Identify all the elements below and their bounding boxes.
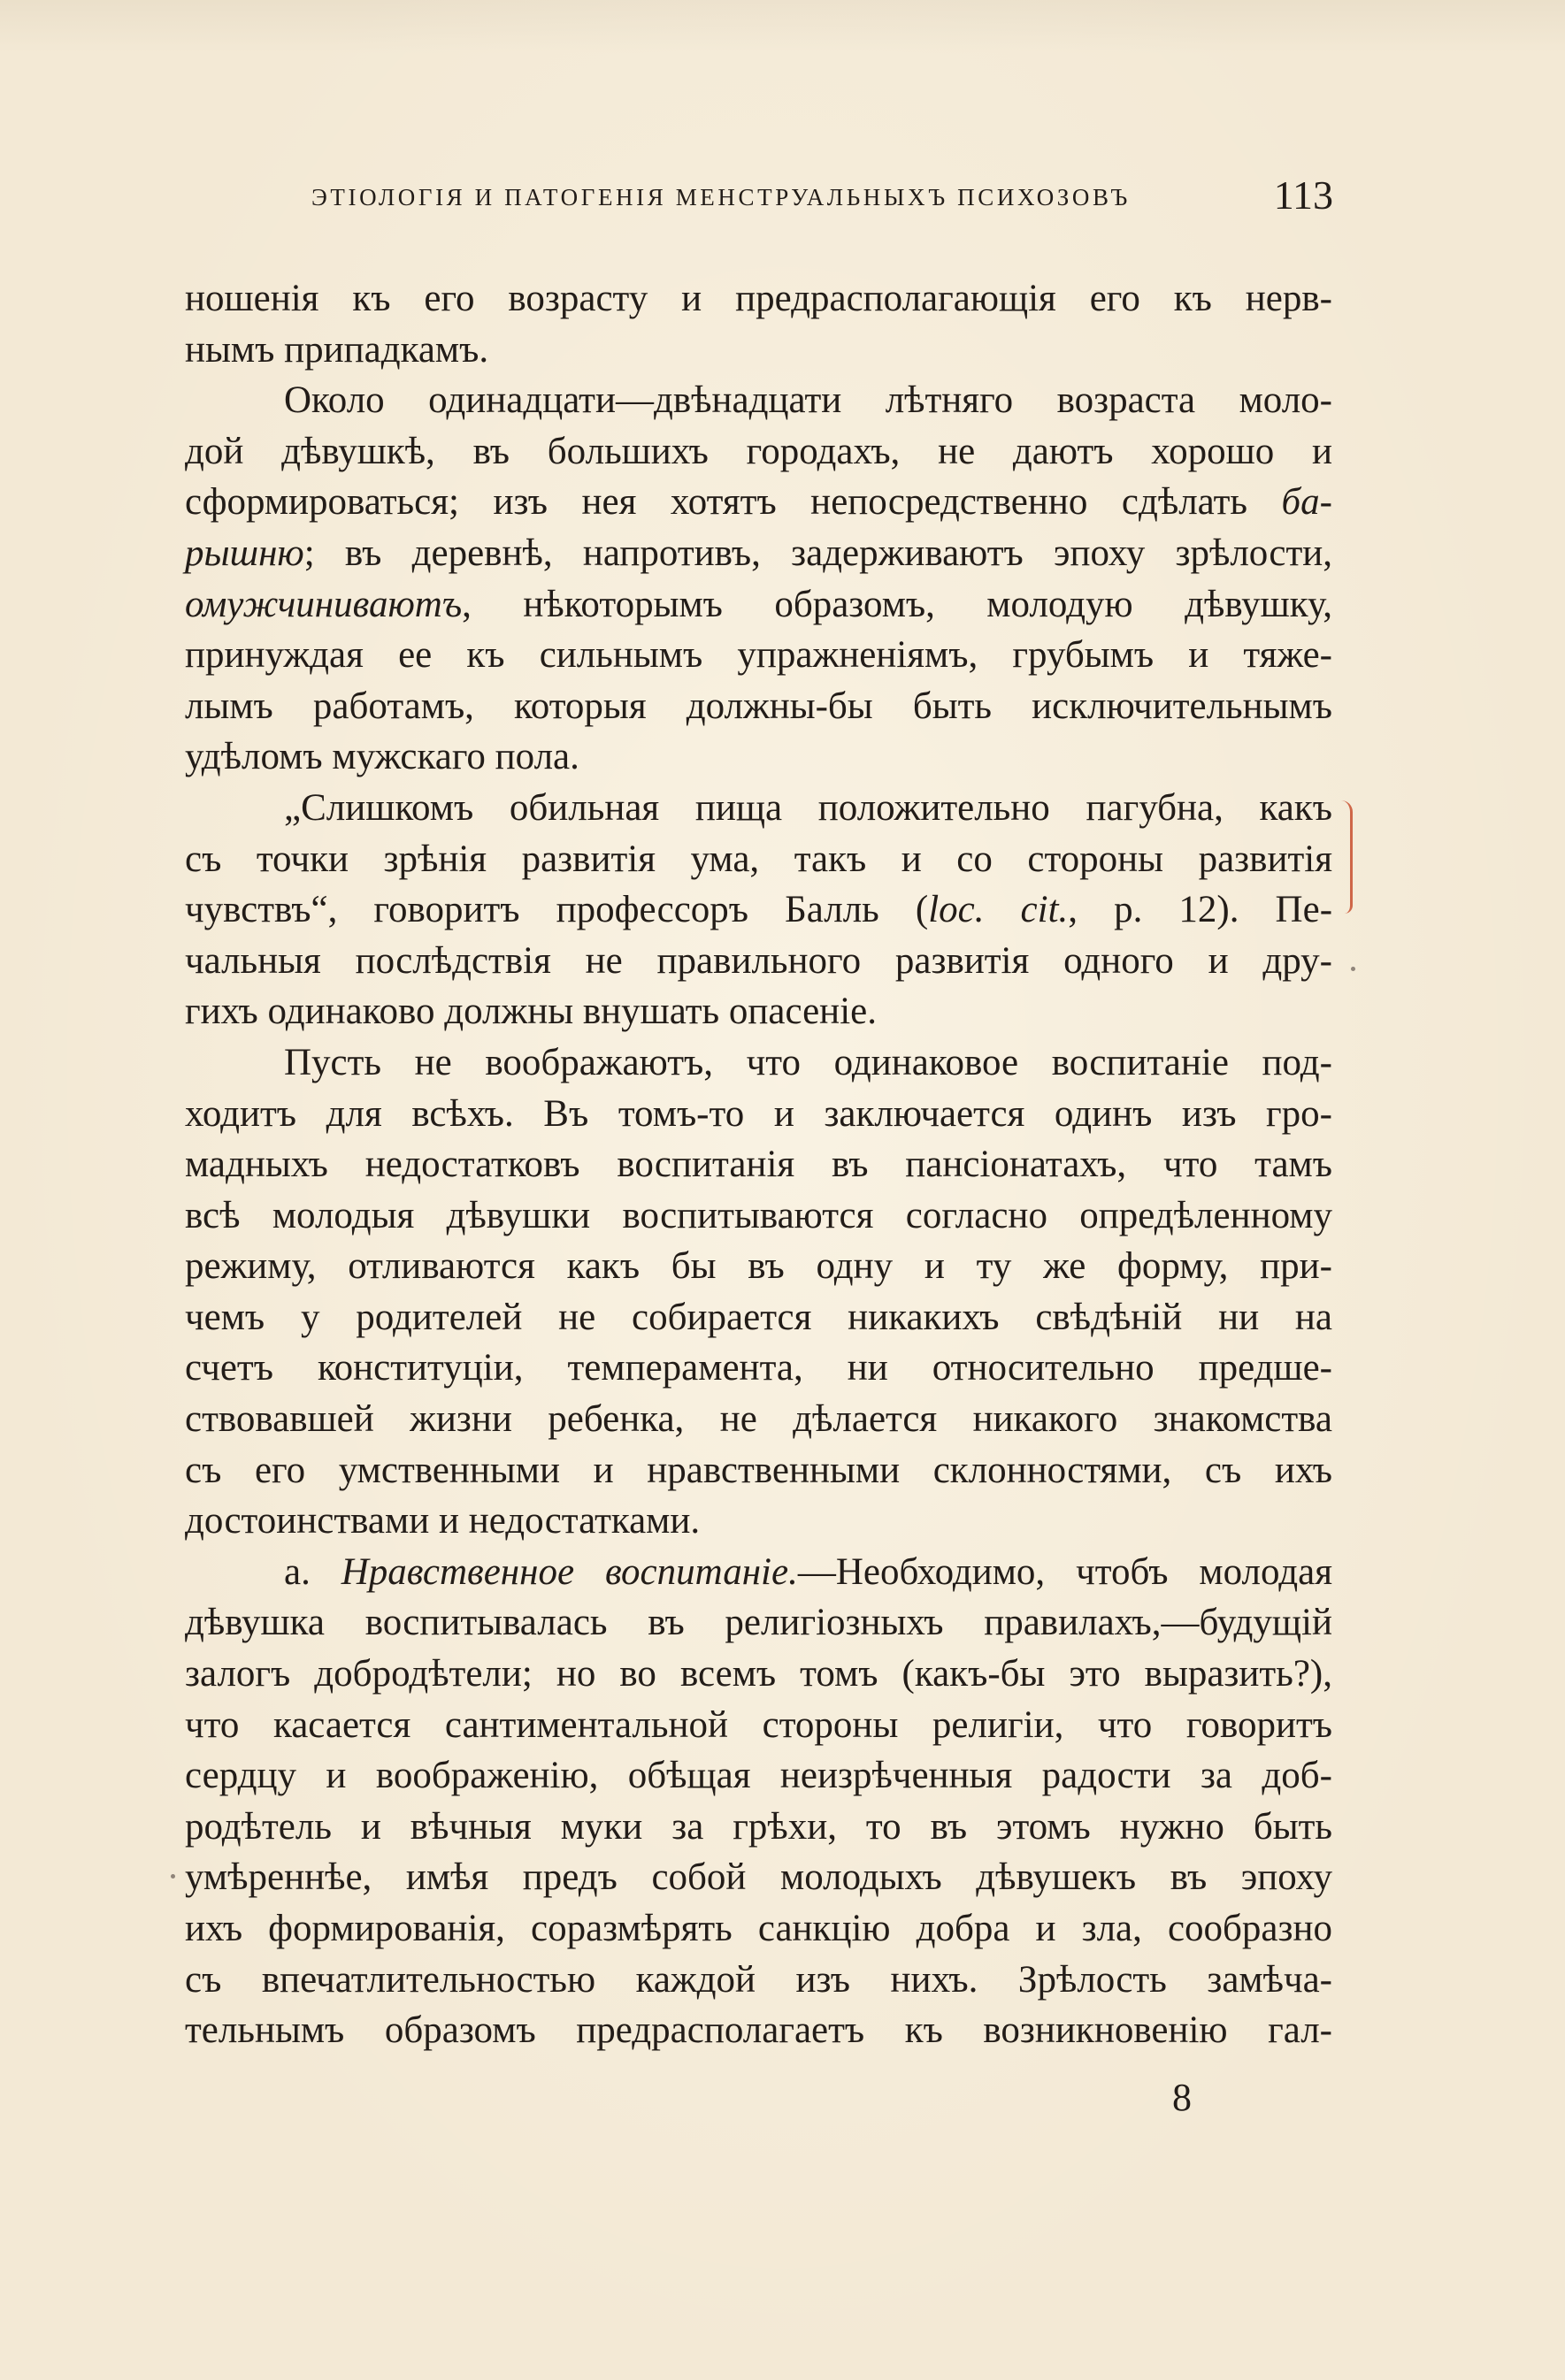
- body-text: [185, 273, 1332, 2056]
- margin-pencil-mark: [1341, 800, 1353, 914]
- text-segment: ходитъ для всѣхъ. Въ томъ-то и заключается одинъ изъ гро-: [185, 1092, 1332, 1135]
- text-line: [185, 884, 1332, 936]
- text-line: [185, 273, 1332, 325]
- text-line: [185, 1802, 1332, 1853]
- text-line: [185, 681, 1332, 732]
- signature-mark: 8: [1172, 2076, 1192, 2119]
- text-line: [185, 783, 1332, 834]
- text-line: [185, 1037, 1332, 1089]
- text-line: [185, 1700, 1332, 1751]
- text-segment: всѣ молодыя дѣвушки воспитываются согласно опредѣленному: [185, 1194, 1332, 1236]
- text-line: [185, 1139, 1332, 1190]
- text-segment: режиму, отливаются какъ бы въ одну и ту же форму, при-: [185, 1245, 1332, 1288]
- text-segment: принуждая ее къ сильнымъ упражненіямъ, грубымъ и тяже-: [185, 634, 1332, 677]
- text-segment: ; въ деревнѣ, напротивъ, задерживаютъ эпоху зрѣлости,: [303, 532, 1332, 574]
- text-line: [185, 1089, 1332, 1140]
- text-line: [185, 1445, 1332, 1496]
- text-segment: —Необходимо, чтобъ молодая: [797, 1550, 1332, 1593]
- text-segment: дѣвушка воспитывалась въ религіозныхъ правилахъ,—будущій: [185, 1602, 1332, 1644]
- paragraph: [185, 1037, 1332, 1547]
- text-line: [185, 2005, 1332, 2056]
- text-line: [185, 936, 1332, 987]
- text-line: [185, 1241, 1332, 1292]
- text-line: [185, 1190, 1332, 1242]
- text-segment: мадныхъ недостатковъ воспитанія въ пансіонатахъ, что тамъ: [185, 1144, 1332, 1186]
- text-line: [185, 1955, 1332, 2006]
- text-line: [185, 528, 1332, 579]
- text-line: [185, 834, 1332, 885]
- text-segment: чальныя послѣдствія не правильного развитія одного и дру-: [185, 939, 1332, 982]
- text-segment: родѣтель и вѣчныя муки за грѣхи, то въ этомъ нужно быть: [185, 1805, 1332, 1848]
- text-segment: ствовавшей жизни ребенка, не дѣлается никакого знакомства: [185, 1398, 1332, 1441]
- text-segment: сердцу и воображенію, обѣщая неизрѣченныя радости за доб-: [185, 1755, 1332, 1797]
- text-segment: Около одинадцати—двѣнадцати лѣтняго возраста моло-: [284, 379, 1332, 422]
- text-segment: ихъ формированія, соразмѣрять санкцію добра и зла, сообразно: [185, 1908, 1332, 1949]
- text-segment: съ впечатлительностью каждой изъ нихъ. Зрѣлость замѣча-: [185, 1958, 1332, 2001]
- text-line: [185, 325, 1332, 376]
- text-segment: залогъ добродѣтели; но во всемъ томъ (какъ-бы это выразить?),: [185, 1653, 1332, 1695]
- text-segment: тельнымъ образомъ предрасполагаетъ къ возникновенію гал-: [185, 2009, 1332, 2052]
- paragraph: [185, 783, 1332, 1037]
- margin-speck: [171, 1874, 175, 1879]
- text-segment: „Слишкомъ обильная пища положительно пагубна, какъ: [284, 786, 1332, 829]
- text-line: [185, 477, 1332, 528]
- text-segment: удѣломъ мужскаго пола.: [185, 736, 579, 778]
- italic-segment: омужчиниваютъ: [185, 583, 463, 625]
- italic-segment: рышню: [185, 532, 304, 574]
- text-line: [185, 986, 1332, 1037]
- text-line: [185, 1649, 1332, 1700]
- text-segment: гихъ одинаково должны внушать опасеніе.: [185, 991, 877, 1033]
- text-segment: а.: [284, 1550, 341, 1593]
- italic-segment: loc. cit.: [928, 889, 1069, 931]
- text-segment: умѣреннѣе, имѣя предъ собой молодыхъ дѣвушекъ въ эпоху: [185, 1856, 1332, 1899]
- text-segment: чемъ у родителей не собирается никакихъ свѣдѣній ни на: [185, 1296, 1332, 1338]
- text-segment: чувствъ“, говоритъ профессоръ Балль (: [185, 889, 929, 931]
- text-line: [185, 426, 1332, 478]
- italic-segment: ба-: [1281, 481, 1332, 524]
- text-segment: нымъ припадкамъ.: [185, 328, 489, 371]
- text-line: [185, 1496, 1332, 1547]
- paragraph: [185, 1547, 1332, 2056]
- text-line: [185, 375, 1332, 426]
- text-segment: лымъ работамъ, которыя должны-бы быть исключительнымъ: [185, 685, 1332, 727]
- text-segment: счетъ конституціи, темперамента, ни относительно предше-: [185, 1347, 1332, 1389]
- text-line: [185, 731, 1332, 783]
- text-segment: достоинствами и недостатками.: [185, 1500, 701, 1542]
- text-line: [185, 1394, 1332, 1445]
- paragraph: [185, 273, 1332, 375]
- text-segment: ношенія къ его возрасту и предрасполагающія его къ нерв-: [185, 278, 1332, 319]
- text-line: [185, 1597, 1332, 1649]
- text-segment: что касается сантиментальной стороны религіи, что говоритъ: [185, 1703, 1332, 1746]
- text-segment: , нѣкоторымъ образомъ, молодую дѣвушку,: [462, 583, 1332, 625]
- italic-segment: Нравственное воспитаніе.: [341, 1550, 798, 1593]
- paragraph: [185, 375, 1332, 783]
- text-line: [185, 1343, 1332, 1394]
- text-line: [185, 630, 1332, 681]
- text-line: [185, 1750, 1332, 1802]
- text-segment: съ его умственными и нравственными склонностями, съ ихъ: [185, 1449, 1332, 1491]
- text-line: [185, 1903, 1332, 1955]
- text-line: [185, 579, 1332, 631]
- text-segment: , p. 12). Пе-: [1068, 889, 1333, 931]
- margin-speck: [1351, 967, 1355, 971]
- text-segment: дой дѣвушкѣ, въ большихъ городахъ, не даютъ хорошо и: [185, 430, 1332, 472]
- text-line: [185, 1292, 1332, 1343]
- text-segment: съ точки зрѣнія развитія ума, такъ и со стороны развитія: [185, 838, 1332, 880]
- page-number: 113: [1273, 172, 1333, 218]
- text-segment: Пусть не воображаютъ, что одинаковое воспитаніе под-: [284, 1041, 1332, 1083]
- text-segment: сформироваться; изъ нея хотятъ непосредственно сдѣлать: [185, 481, 1282, 524]
- text-line: [185, 1547, 1332, 1598]
- text-line: [185, 1852, 1332, 1903]
- running-head-title: ЭТІОЛОГІЯ И ПАТОГЕНІЯ МЕНСТРУАЛЬНЫХЪ ПСИХОЗОВЪ: [311, 184, 1131, 210]
